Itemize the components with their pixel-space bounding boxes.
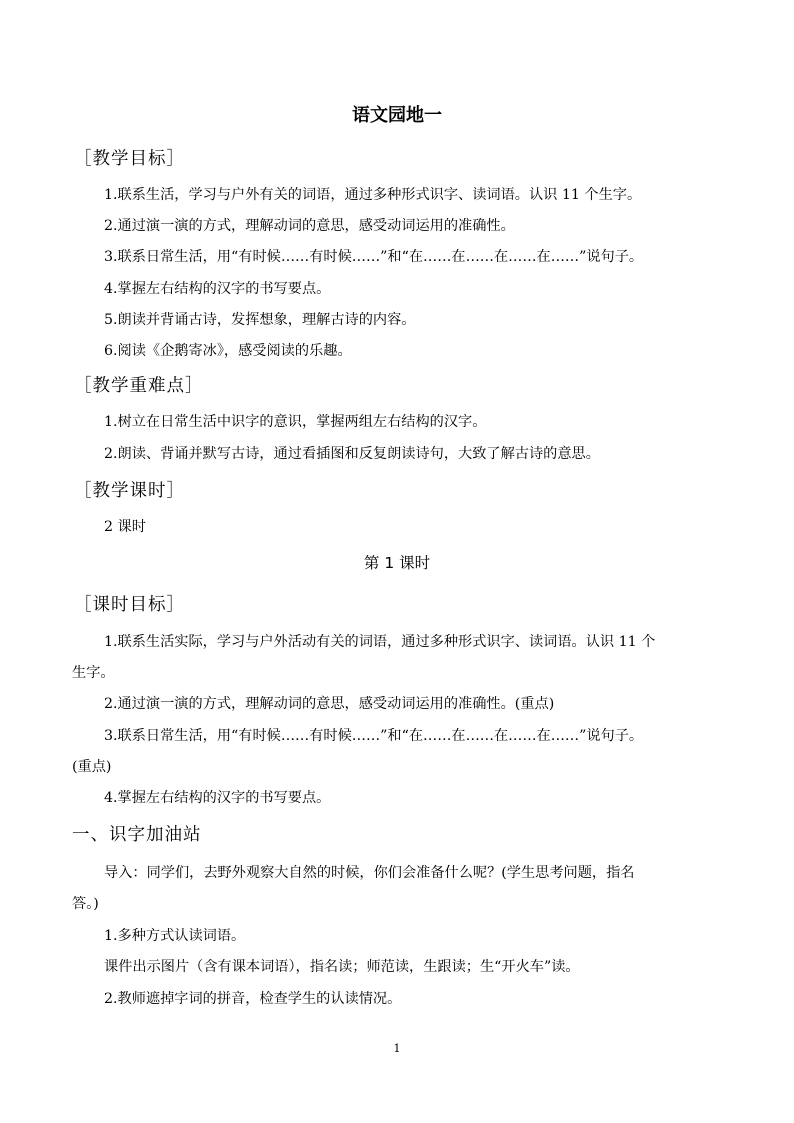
goal-1: 1.联系生活，学习与户外有关的词语，通过多种形式识字、读词语。认识 11 个生字。 bbox=[104, 187, 642, 203]
lesson-goal-2: 2.通过演一演的方式，理解动词的意思，感受动词运用的准确性。(重点) bbox=[104, 696, 555, 712]
document-title: 语文园地一 bbox=[352, 105, 442, 126]
heading-class-hours: ［教学课时］ bbox=[74, 481, 185, 501]
heading-lesson-goals: ［课时目标］ bbox=[74, 595, 185, 615]
key-point-2: 2.朗读、背诵并默写古诗，通过看插图和反复朗读诗句，大致了解古诗的意思。 bbox=[104, 446, 600, 462]
heading-key-points: ［教学重难点］ bbox=[74, 376, 204, 396]
step-1-detail: 课件出示图片（含有课本词语），指名读；师范读，生跟读；生“开火车”读。 bbox=[104, 959, 580, 975]
goal-3: 3.联系日常生活，用“有时候……有时候……”和“在……在……在……在……”说句子。 bbox=[104, 249, 644, 265]
goal-6: 6.阅读《企鹅寄冰》，感受阅读的乐趣。 bbox=[104, 343, 352, 359]
intro-line-2: 答。) bbox=[72, 896, 99, 912]
lesson-goal-3-line-2: (重点) bbox=[72, 759, 112, 775]
heading-part-1: 一、识字加油站 bbox=[72, 825, 202, 845]
lesson-goal-1-line-2: 生字。 bbox=[72, 665, 115, 681]
heading-teaching-goals: ［教学目标］ bbox=[74, 149, 185, 169]
class-hours-value: 2 课时 bbox=[104, 519, 146, 535]
goal-5: 5.朗读并背诵古诗，发挥想象，理解古诗的内容。 bbox=[104, 312, 416, 328]
goal-4: 4.掌握左右结构的汉字的书写要点。 bbox=[104, 281, 331, 297]
key-point-1: 1.树立在日常生活中识字的意识，掌握两组左右结构的汉字。 bbox=[104, 414, 487, 430]
lesson-title: 第 1 课时 bbox=[363, 554, 431, 572]
page-number: 1 bbox=[393, 1042, 401, 1055]
lesson-goal-4: 4.掌握左右结构的汉字的书写要点。 bbox=[104, 790, 331, 806]
intro-line-1: 导入：同学们，去野外观察大自然的时候，你们会准备什么呢？(学生思考问题，指名 bbox=[104, 865, 635, 881]
lesson-goal-1-line-1: 1.联系生活实际，学习与户外活动有关的词语，通过多种形式识字、读词语。认识 11 个 bbox=[104, 634, 656, 650]
goal-2: 2.通过演一演的方式，理解动词的意思，感受动词运用的准确性。 bbox=[104, 218, 515, 234]
lesson-goal-3-line-1: 3.联系日常生活，用“有时候……有时候……”和“在……在……在……在……”说句子。 bbox=[104, 728, 644, 744]
step-2: 2.教师遮掉字词的拼音，检查学生的认读情况。 bbox=[104, 991, 402, 1007]
step-1: 1.多种方式认读词语。 bbox=[104, 928, 246, 944]
